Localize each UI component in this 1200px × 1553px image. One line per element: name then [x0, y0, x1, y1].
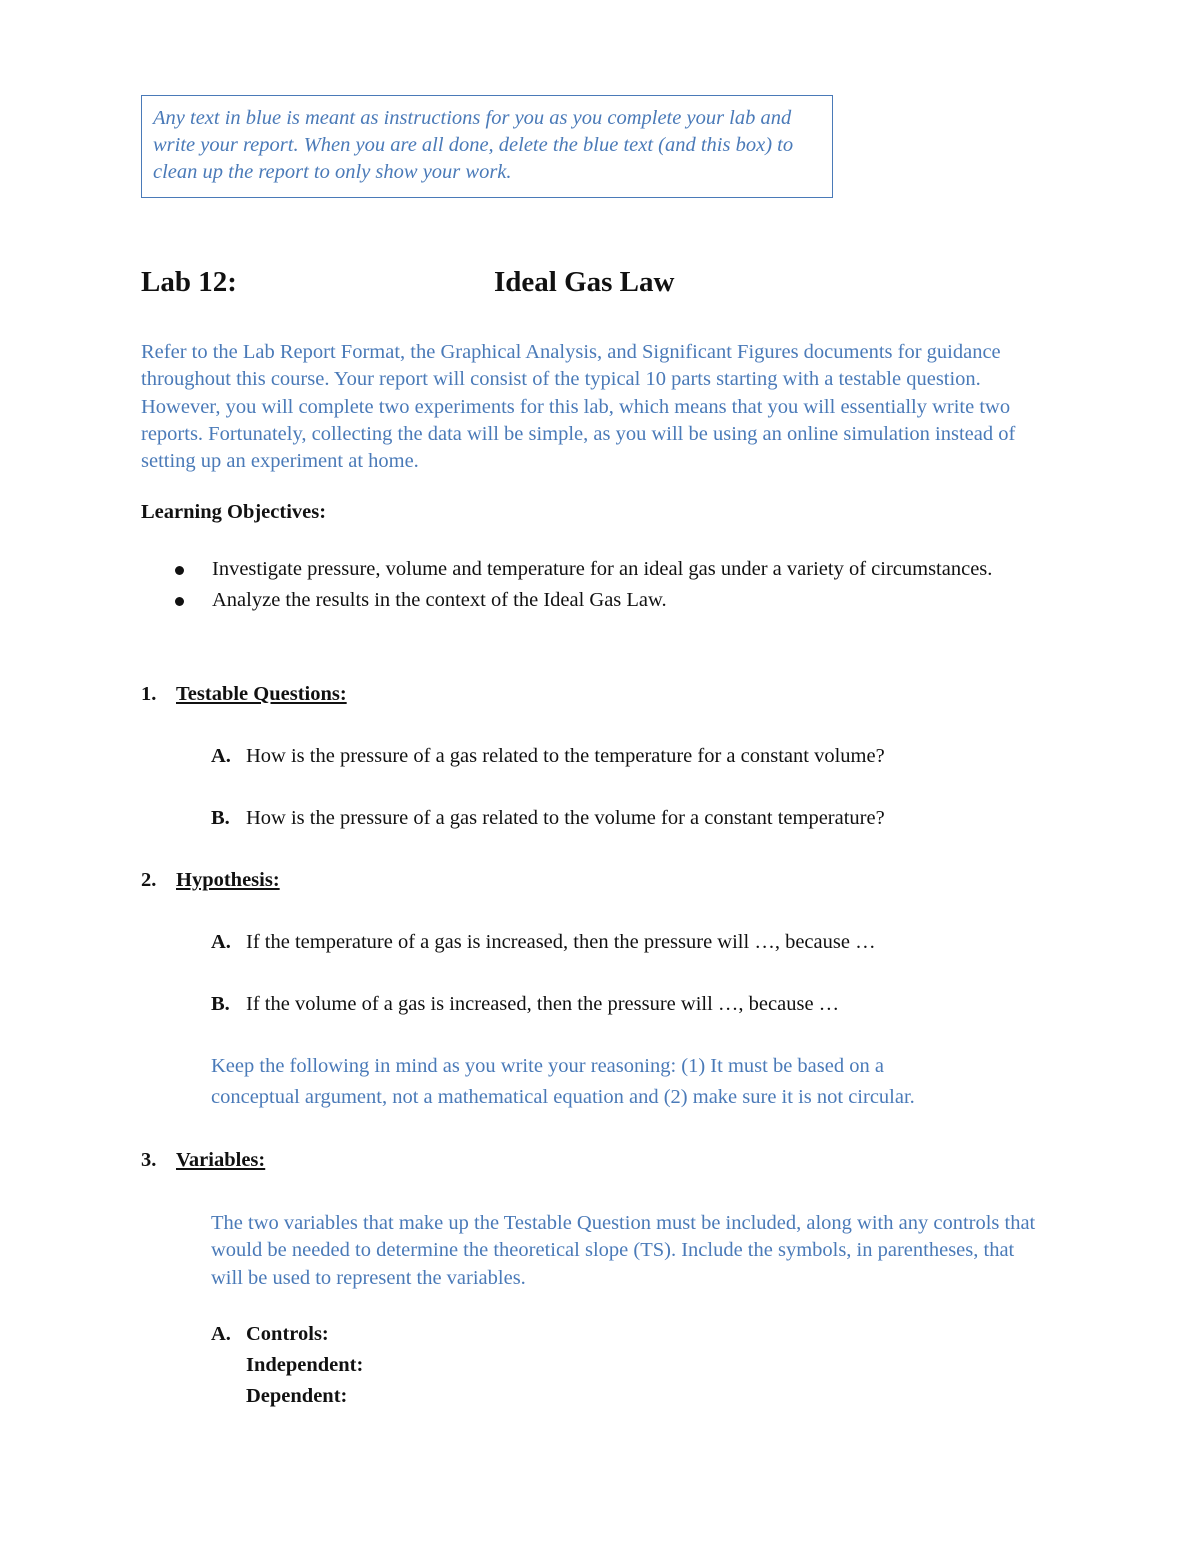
dependent-label: Dependent: [246, 1385, 348, 1407]
learning-objectives-heading: Learning Objectives: [141, 501, 327, 523]
bullet-icon [175, 566, 184, 575]
section-number: 3. [141, 1149, 157, 1171]
hypothesis-note-line1: Keep the following in mind as you write your reasoning: (1) It must be based on a [211, 1055, 884, 1077]
hypothesis-note-line2: conceptual argument, not a mathematical equation and (2) make sure it is not circular. [211, 1086, 915, 1108]
hypothesis-b [211, 993, 839, 1016]
item-letter: A. [211, 745, 231, 767]
controls-label: Controls: [246, 1323, 329, 1345]
item-letter: B. [211, 807, 230, 829]
item-letter: A. [211, 1323, 231, 1345]
section-label: Testable Questions: [176, 683, 347, 705]
item-text: How is the pressure of a gas related to the temperature for a constant volume? [246, 745, 885, 767]
section-label: Hypothesis: [176, 869, 280, 891]
item-text: If the temperature of a gas is increased, then the pressure will …, because … [246, 931, 876, 953]
independent-label: Independent: [246, 1354, 364, 1376]
section-label: Variables: [176, 1149, 266, 1171]
bullet-icon [175, 597, 184, 606]
section-number: 2. [141, 869, 157, 891]
instructions-box [141, 95, 833, 198]
section-variables [141, 1149, 265, 1172]
section-number: 1. [141, 683, 157, 705]
item-letter: A. [211, 931, 231, 953]
section-hypothesis [141, 869, 280, 892]
intro-instructions: Refer to the Lab Report Format, the Graphical Analysis, and Significant Figures documents for guidance throughout this course. Your report will consist of the typical 10 parts starting with a testable question. However, you will complete two experiments for this lab, which means that you will essentially write two reports. Fortunately, collecting the data will be simple, as you will be using an online simulation instead of setting up an experiment at home. [141, 341, 1016, 473]
hypothesis-a [211, 931, 876, 954]
variables-note: The two variables that make up the Testable Question must be included, along with any controls that would be needed to determine the theoretical slope (TS). Include the symbols, in parentheses, that will be used to represent the variables. [211, 1212, 1036, 1289]
item-text: How is the pressure of a gas related to the volume for a constant temperature? [246, 807, 885, 829]
testable-question-b [211, 807, 885, 830]
testable-question-a [211, 745, 885, 768]
objective-item: Analyze the results in the context of the Ideal Gas Law. [212, 589, 667, 611]
instructions-text: Any text in blue is meant as instructions for you as you complete your lab and write your report. When you are all done, delete the blue text (and this box) to clean up the report to only show your work. [153, 107, 794, 183]
lab-name: Ideal Gas Law [494, 266, 675, 298]
variables-a [211, 1323, 329, 1346]
section-testable-questions [141, 683, 347, 706]
objective-item: Investigate pressure, volume and temperature for an ideal gas under a variety of circumstances. [212, 558, 993, 580]
item-text: If the volume of a gas is increased, then the pressure will …, because … [246, 993, 840, 1015]
item-letter: B. [211, 993, 230, 1015]
lab-number: Lab 12: [141, 266, 237, 298]
